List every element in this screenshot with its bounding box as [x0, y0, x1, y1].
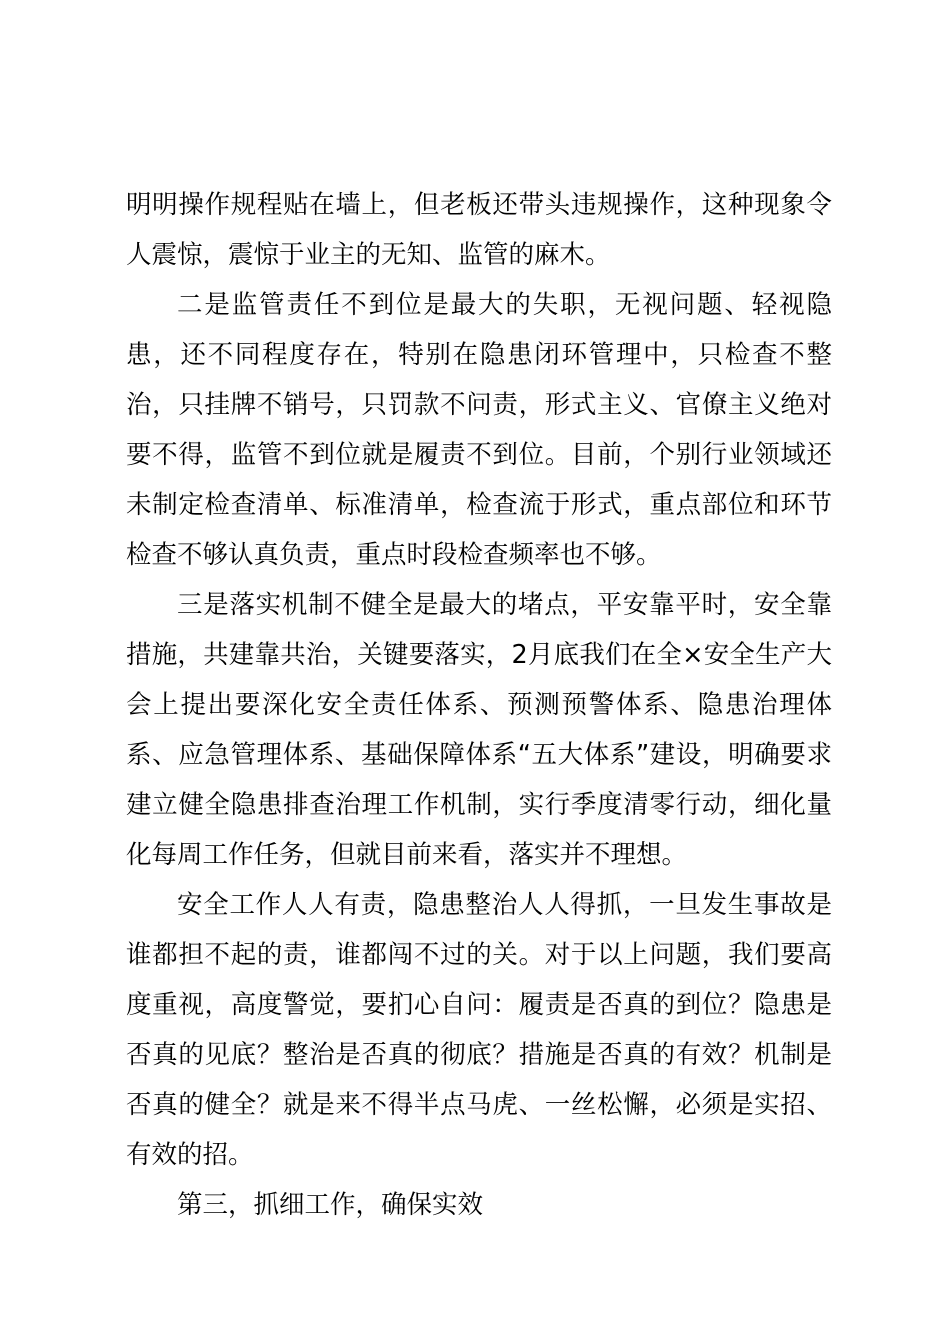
- section-heading-third: 第三，抓细工作，确保实效: [177, 1190, 484, 1220]
- paragraph-supervision-responsibility: 二是监管责任不到位是最大的失职，无视问题、轻视隐患，还不同程度存在，特别在隐患闭环管理中，只检查不整治，只挂牌不销号，只罚款不问责，形式主义、官僚主义绝对要不得，监管不到位就是履责不到位。目前，个别行业领域还未制定检查清单、标准清单，检查流于形式，重点部位和环节检查不够认真负责，重点时段检查频率也不够。: [126, 290, 832, 570]
- paragraph-safety-responsibility: 安全工作人人有责，隐患整治人人得抓，一旦发生事故是谁都担不起的责，谁都闯不过的关。对于以上问题，我们要高度重视，高度警觉，要扪心自问：履责是否真的到位？隐患是否真的见底？整治是否真的彻底？措施是否真的有效？机制是否真的健全？就是来不得半点马虎、一丝松懈，必须是实招、有效的招。: [126, 890, 832, 1170]
- paragraph-implementation-mechanism: 三是落实机制不健全是最大的堵点，平安靠平时，安全靠措施，共建靠共治，关键要落实，2月底我们在全×安全生产大会上提出要深化安全责任体系、预测预警体系、隐患治理体系、应急管理体系、基础保障体系“五大体系”建设，明确要求建立健全隐患排查治理工作机制，实行季度清零行动，细化量化每周工作任务，但就目前来看，落实并不理想。: [126, 590, 832, 870]
- paragraph-continuation: 明明操作规程贴在墙上，但老板还带头违规操作，这种现象令人震惊，震惊于业主的无知、监管的麻木。: [126, 190, 832, 270]
- document-body: [126, 180, 832, 1230]
